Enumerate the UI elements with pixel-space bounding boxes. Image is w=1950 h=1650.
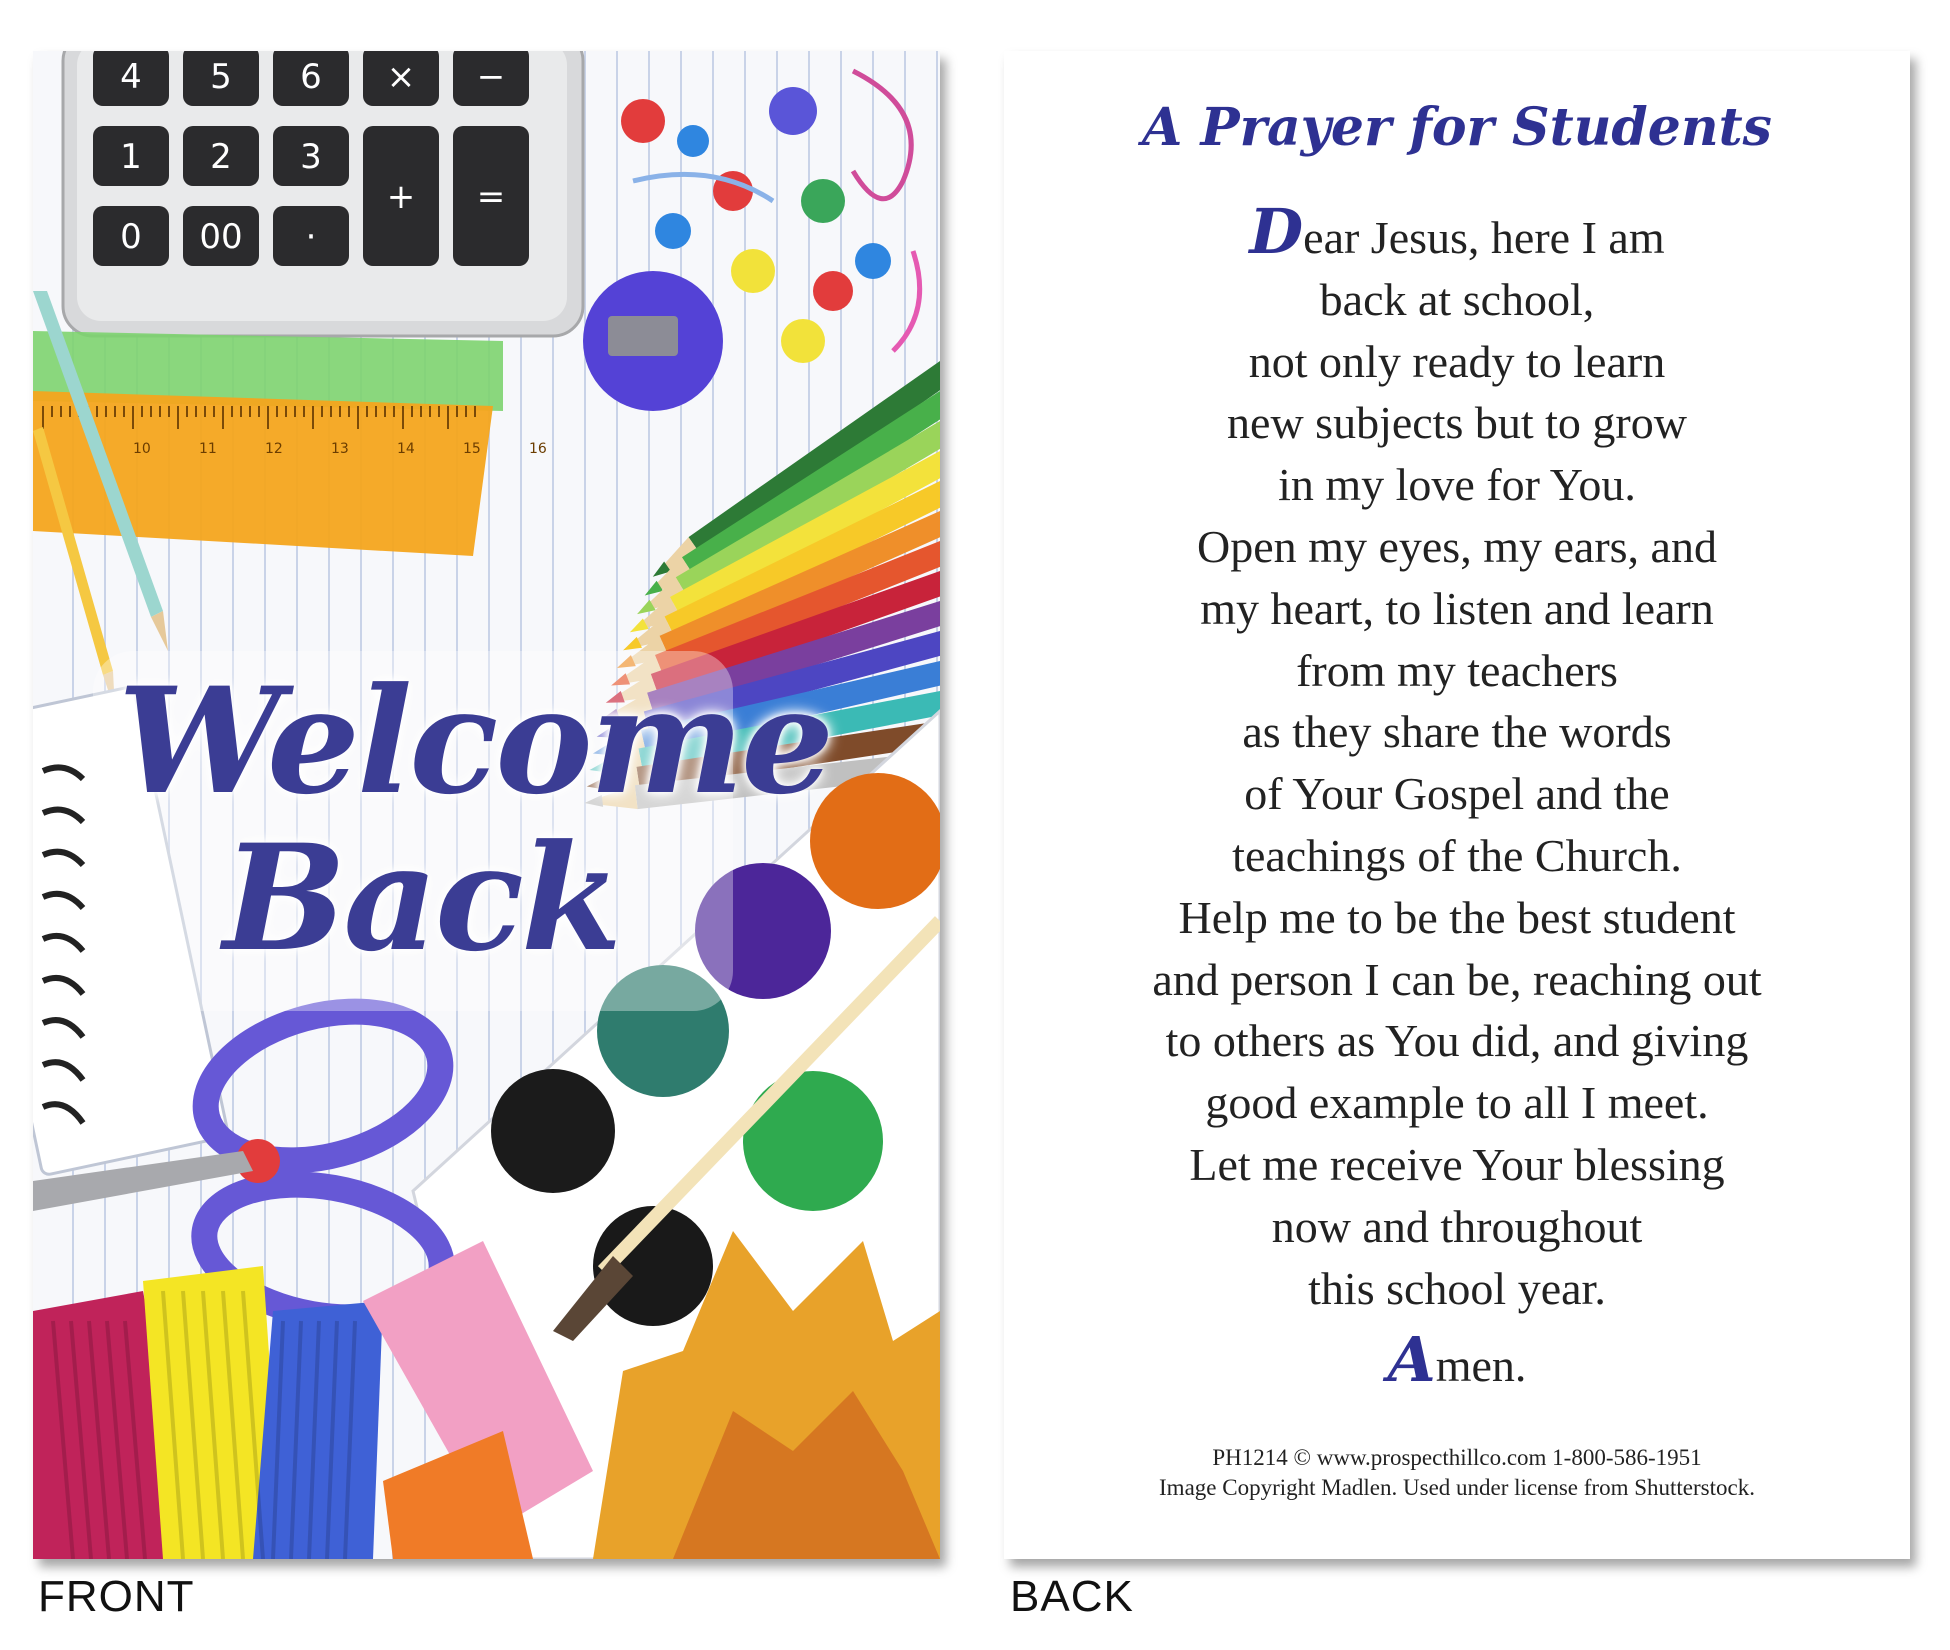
calculator-key-label: 4 <box>120 57 142 97</box>
ruler-number: 11 <box>199 441 217 457</box>
calculator-key-label: = <box>476 177 506 217</box>
prayer-line: and person I can be, reaching out <box>1152 953 1762 1005</box>
prayer-line: this school year. <box>1308 1262 1606 1314</box>
prayer-first-line: ear Jesus, here I am <box>1303 212 1665 263</box>
prayer-line: now and throughout <box>1271 1200 1643 1252</box>
prayer-body <box>1004 195 1910 1319</box>
prayer-line: Open my eyes, my ears, and <box>1197 520 1717 572</box>
prayer-lines <box>1004 269 1910 1320</box>
card-footer <box>1004 1443 1910 1503</box>
calculator-key-label: · <box>305 217 317 257</box>
prayer-line: my heart, to listen and learn <box>1200 582 1714 634</box>
ruler-number: 16 <box>529 441 547 457</box>
ruler-number: 10 <box>133 441 151 457</box>
prayer-line: back at school, <box>1319 273 1595 325</box>
prayer-line: in my love for You. <box>1278 459 1636 511</box>
ruler-number: 13 <box>331 441 349 457</box>
prayer-line: to others as You did, and giving <box>1165 1015 1749 1067</box>
calculator-key-label: 00 <box>199 217 243 257</box>
ruler-number: 15 <box>463 441 481 457</box>
prayer-line: not only ready to learn <box>1248 335 1666 387</box>
ruler-number: 12 <box>265 441 283 457</box>
footer-product-line: PH1214 © www.prospecthillco.com 1-800-586-1951 <box>1212 1445 1702 1470</box>
calculator-key-label: + <box>386 177 416 217</box>
amen-rest: men. <box>1435 1340 1527 1391</box>
prayer-line: as they share the words <box>1242 706 1672 758</box>
prayer-line: good example to all I meet. <box>1205 1077 1709 1129</box>
amen-line <box>1004 1323 1910 1396</box>
calculator-key-label: − <box>476 57 506 97</box>
front-card <box>33 51 940 1559</box>
welcome-title-line2: Back <box>223 813 620 984</box>
prayer-line: Help me to be the best student <box>1178 891 1736 943</box>
front-label: FRONT <box>38 1572 195 1621</box>
prayer-line: Let me receive Your blessing <box>1189 1138 1725 1190</box>
calculator-key-label: 1 <box>120 137 142 177</box>
welcome-title-line1: Welcome <box>118 656 832 827</box>
prayer-title: A Prayer for Students <box>1142 97 1772 158</box>
calculator-key-label: × <box>386 57 416 97</box>
ruler-number: 14 <box>397 441 415 457</box>
calculator-key-label: 3 <box>300 137 322 177</box>
calculator-key-label: 0 <box>120 217 142 257</box>
prayer-line: new subjects but to grow <box>1227 397 1687 449</box>
back-card <box>1004 51 1910 1559</box>
back-label: BACK <box>1010 1572 1134 1621</box>
calculator-key-label: 6 <box>300 57 322 97</box>
prayer-line: teachings of the Church. <box>1232 829 1682 881</box>
calculator-key-label: 5 <box>210 57 232 97</box>
prayer-line <box>1004 195 1910 269</box>
prayer-line: of Your Gospel and the <box>1244 768 1670 820</box>
dropcap-a: A <box>1387 1323 1436 1396</box>
footer-copyright-line: Image Copyright Madlen. Used under license from Shutterstock. <box>1159 1475 1755 1500</box>
calculator-key-label: 2 <box>210 137 232 177</box>
dropcap-d: D <box>1249 195 1304 268</box>
prayer-line: from my teachers <box>1296 644 1618 696</box>
